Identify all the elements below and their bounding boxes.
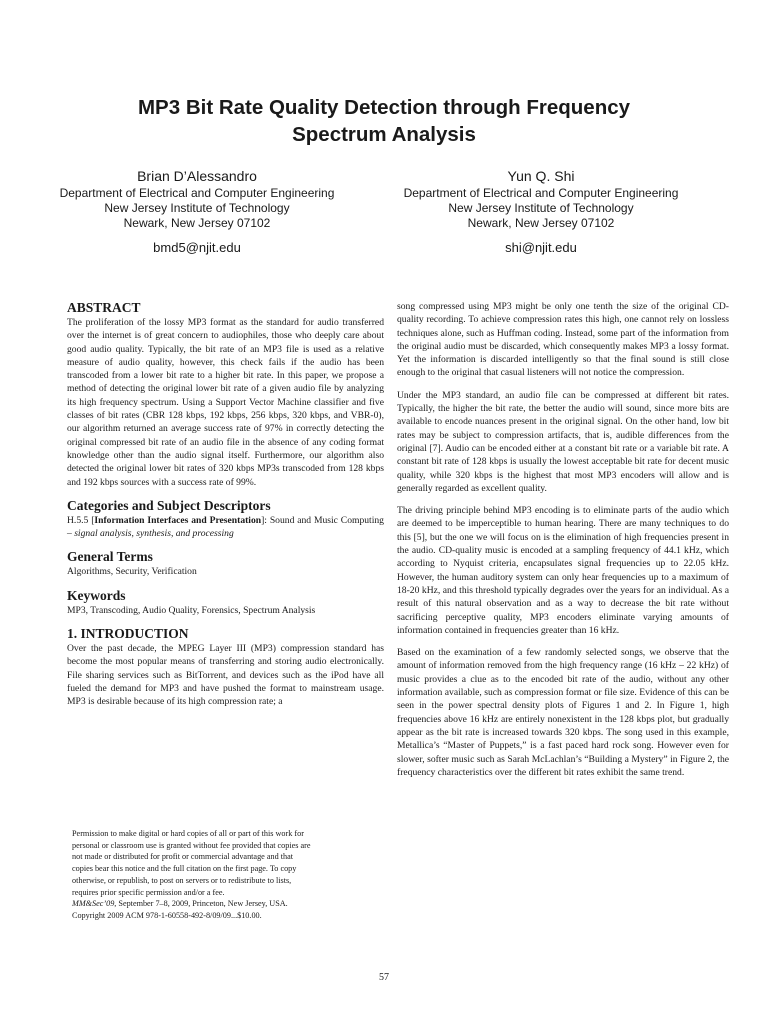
- author-address: Newark, New Jersey 07102: [123, 216, 271, 230]
- venue-details: , September 7–8, 2009, Princeton, New Jersey, USA.: [114, 899, 288, 909]
- author-name: Yun Q. Shi: [507, 168, 575, 184]
- page-number: 57: [379, 972, 389, 983]
- body-paragraph: Based on the examination of a few randomly selected songs, we observe that the amount of information removed from the high frequency range (16 kHz – 22 kHz) of music provides a clue as to the encoded bit rate of the audio, without any other information available, such as compression format or file size. Evidence of this can be seen in the power spectral density plots of Figures 1 and 2. In Figure 1, high frequencies above 16 kHz are entirely nonexistent in the 128 kbps plot, but gradually appear as the bit rate is increased towards 320 kbps. The song used in this example, Metallica’s “Master of Puppets,” is a fast paced hard rock song. However even for slower, softer music such as Sarah McLachlan’s “Building a Mystery” in Figure 2, the frequency characteristics over the different bit rates exhibit the same trend.: [397, 647, 729, 778]
- author-block-1: [32, 166, 362, 257]
- author-email: shi@njit.edu: [505, 240, 577, 255]
- categories-code: H.5.5 [: [67, 514, 95, 526]
- paper-title: [60, 94, 708, 148]
- left-column: [67, 300, 384, 709]
- author-department: Department of Electrical and Computer Engineering: [59, 186, 335, 200]
- keywords-heading: Keywords: [67, 587, 126, 603]
- author-email: bmd5@njit.edu: [153, 240, 241, 255]
- footnote-line: requires prior specific permission and/or a fee.: [72, 887, 225, 897]
- categories-heading: Categories and Subject Descriptors: [67, 497, 271, 513]
- footnote-line: Permission to make digital or hard copies of all or part of this work for: [72, 829, 304, 838]
- footnote-line: copies bear this notice and the full citation on the first page. To copy: [72, 864, 297, 874]
- footnote-line: personal or classroom use is granted without fee provided that copies are: [72, 840, 311, 850]
- venue-name: MM&Sec’09: [72, 899, 115, 909]
- categories-bold: Information Interfaces and Presentation: [94, 514, 262, 526]
- keywords-text: MP3, Transcoding, Audio Quality, Forensics, Spectrum Analysis: [67, 604, 316, 616]
- general-terms-heading: General Terms: [67, 549, 153, 565]
- categories-italic: signal analysis, synthesis, and processing: [74, 528, 234, 540]
- intro-heading: 1. INTRODUCTION: [67, 626, 189, 642]
- right-column: [397, 300, 729, 779]
- author-institution: New Jersey Institute of Technology: [448, 201, 634, 215]
- categories-text: [67, 514, 384, 541]
- body-paragraph: The driving principle behind MP3 encoding is to eliminate parts of the audio which are deemed to be imperceptible to human hearing. There are many techniques to do this [5], but the one we will focus on is the elimination of high frequencies present in the audio. CD-quality music is encoded at a sampling frequency of 44.1 kHz, which according to Nyquist criteria, encapsulates signal frequencies up to 22.05 kHz. However, the human auditory system can only hear frequencies up to a maximum of 18-20 kHz, and this threshold typically degrades over the years for an individual. As a result of this natural observation and as a way to decrease the bit rate without sacrificing perceptive quality, MP3 encoders eliminate varying amounts of information contained in frequencies greater than 16 kHz.: [397, 505, 729, 636]
- footnote-line: not made or distributed for profit or commercial advantage and that: [72, 852, 293, 862]
- footnote-venue: [72, 898, 368, 910]
- abstract-heading: ABSTRACT: [67, 300, 141, 315]
- footnote-line: otherwise, or republish, to post on servers or to redistribute to lists,: [72, 875, 292, 885]
- author-institution: New Jersey Institute of Technology: [104, 201, 290, 215]
- author-department: Department of Electrical and Computer Engineering: [403, 186, 679, 200]
- author-address: Newark, New Jersey 07102: [467, 216, 615, 230]
- author-name: Brian D’Alessandro: [137, 168, 257, 184]
- intro-text: Over the past decade, the MPEG Layer III (MP3) compression standard has become the most popular means of transferring and storing audio electronically. File sharing services such as BitTorrent, and devices such as the iPod have all fueled the demand for MP3 and have pushed the format to mainstream usage. MP3 is desirable because of its high compression rate; a: [67, 643, 384, 708]
- abstract-text: The proliferation of the lossy MP3 format as the standard for audio transferred over the internet is of great concern to audiophiles, those who deeply care about good audio quality. Typically, the bit rate of an MP3 file is used as a relative measure of audio quality, however, this check fails if the audio has been transcoded from a lower bit rate to a higher bit rate. In this paper, we propose a method of detecting the original lower bit rate of a given audio file by analyzing its high frequency spectrum. Using a Support Vector Machine classifier and five classes of bit rates (CBR 128 kbps, 192 kbps, 256 kbps, 320 kbps, and VBR-0), our algorithm returned an average success rate of 97% in correctly detecting the original compressed bit rate of an audio file in the absence of any coding format knowledge other than the audio signal itself. Furthermore, our algorithm also detected the original lower bit rates of 320 kbps MP3s transcoded from 128 kbps and 192 kbps sources with a success rate of 99%.: [67, 317, 384, 488]
- copyright-footnote: [72, 828, 368, 922]
- general-terms-text: Algorithms, Security, Verification: [67, 566, 197, 578]
- author-block-2: [376, 166, 706, 257]
- footnote-copyright: Copyright 2009 ACM 978-1-60558-492-8/09/09...$10.00.: [72, 910, 262, 920]
- body-paragraph: Under the MP3 standard, an audio file can be compressed at different bit rates. Typically, the higher the bit rate, the better the audio will sound, since more bits are available to encode nuances present in the original signal. On the other hand, low bit rates may be subject to compression artifacts, that is, audible differences from the original [7]. Audio can be encoded either at a constant bit rate or a variable bit rate. A constant bit rate of 128 kbps is usually the lowest acceptable bit rate for decent music quality, while 320 kbps is the highest that most MP3 encoders will allow and is generally regarded as excellent quality.: [397, 389, 729, 494]
- title-line-1: MP3 Bit Rate Quality Detection through Frequency: [137, 96, 631, 119]
- title-line-2: Spectrum Analysis: [292, 123, 476, 146]
- body-paragraph: song compressed using MP3 might be only one tenth the size of the original CD-quality recording. To achieve compression rates this high, one cannot rely on lossless techniques alone, such as Huffman coding. Instead, some part of the information from the original audio must be discarded, which consequently makes MP3 a lossy format. Yet the information is discarded intelligently so that the final sound is still close enough to the original that casual listeners will not notice the compression.: [397, 301, 729, 379]
- categories-mid: ]: Sound and Music Computing –: [67, 514, 384, 540]
